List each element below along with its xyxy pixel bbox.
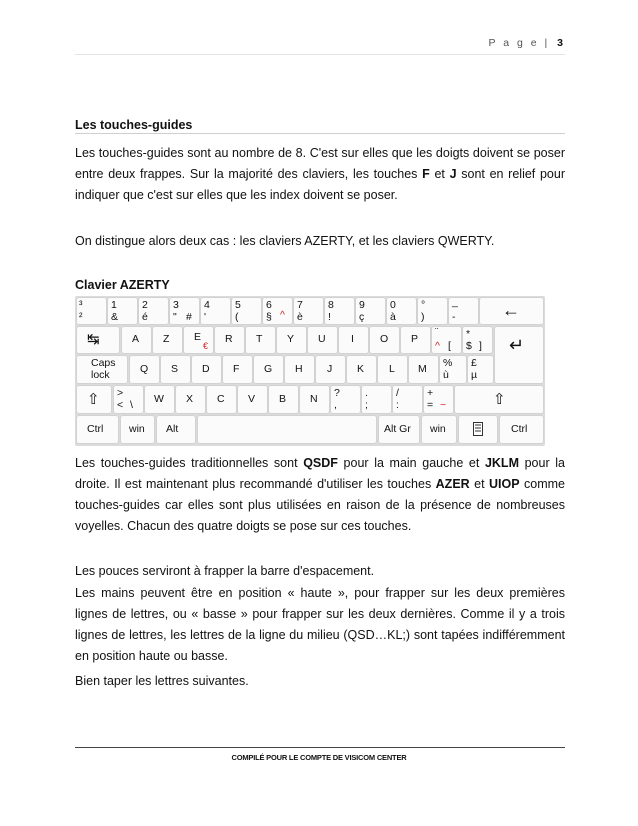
key-label: Alt bbox=[166, 423, 179, 435]
page-separator: | bbox=[544, 37, 550, 49]
left-ctrl-key bbox=[77, 416, 118, 443]
page-footer: COMPILÉ POUR LE COMPTE DE VISICOM CENTER bbox=[231, 753, 407, 762]
paragraph-3-text-5: comme touches-guides car elles sont plus utilisées en raison de la présence de nombreuses voyelles. Chacun des quatre doigts se pose sur ces touches. bbox=[75, 477, 566, 533]
key-label: 8 bbox=[328, 299, 334, 311]
key-d bbox=[192, 356, 221, 383]
key-label: . bbox=[365, 387, 368, 399]
caps-lock-label: Caps lock bbox=[91, 357, 116, 381]
paragraph-2: On distingue alors deux cas : les claviers AZERTY, et les claviers QWERTY. bbox=[75, 234, 495, 248]
tab-key bbox=[77, 327, 119, 353]
key-label: H bbox=[295, 363, 303, 375]
key-g bbox=[254, 356, 283, 383]
key-label: X bbox=[186, 393, 194, 405]
tab-icon: ↹ bbox=[87, 331, 100, 348]
key-u bbox=[308, 327, 337, 353]
key-y bbox=[277, 327, 306, 353]
key-label: D bbox=[202, 363, 210, 375]
paragraph-1-bold-j: J bbox=[449, 167, 457, 181]
left-win-key bbox=[121, 416, 154, 443]
key-label: U bbox=[318, 333, 326, 345]
paragraph-5: Les mains peuvent être en position « haute », pour frapper sur les deux premières lignes de lettres, ou « basse » pour frapper sur les deux dernières. Comme il y a trois lignes de lettres, les lettres de la ligne du milieu (QSD…KL;) sont tapées indifféremment en position haute ou basse. bbox=[75, 586, 565, 663]
paragraph-3-text-2: pour la main gauche et bbox=[337, 456, 485, 470]
key-label: Alt Gr bbox=[384, 423, 411, 435]
key-n bbox=[300, 386, 329, 413]
key-label: 6 bbox=[266, 299, 272, 311]
key-label: 0 bbox=[390, 299, 396, 311]
key-label: 7 bbox=[297, 299, 303, 311]
key-label: : bbox=[396, 399, 399, 411]
key-label: # bbox=[186, 311, 192, 323]
paragraph-3-bold-uiop: UIOP bbox=[489, 477, 520, 491]
key-label: ^ bbox=[280, 309, 285, 321]
footer-rule bbox=[75, 747, 565, 748]
key-label: win bbox=[430, 423, 446, 435]
key-label: ^ bbox=[435, 340, 440, 352]
key-label: § bbox=[266, 311, 272, 323]
key-label: 5 bbox=[235, 299, 241, 311]
key-equals bbox=[424, 386, 453, 413]
alt-gr-key bbox=[379, 416, 419, 443]
key-label: 2 bbox=[142, 299, 148, 311]
key-label: C bbox=[217, 393, 225, 405]
key-label: % bbox=[443, 357, 453, 369]
key-label: ) bbox=[421, 311, 425, 323]
key-label: µ bbox=[471, 369, 478, 381]
key-semicolon bbox=[362, 386, 391, 413]
key-1 bbox=[108, 298, 137, 324]
key-z bbox=[153, 327, 182, 353]
page-number: 3 bbox=[557, 37, 563, 49]
key-label: 1 bbox=[111, 299, 117, 311]
enter-icon: ↵ bbox=[509, 335, 525, 355]
header-rule bbox=[75, 54, 565, 55]
key-label: G bbox=[264, 363, 273, 375]
left-shift-key bbox=[77, 386, 111, 413]
key-label: < bbox=[117, 399, 124, 411]
key-9 bbox=[356, 298, 385, 324]
key-label: > bbox=[117, 387, 124, 399]
space-bar bbox=[198, 416, 376, 443]
key-label: Z bbox=[163, 333, 170, 345]
paragraph-3-bold-jklm: JKLM bbox=[484, 456, 519, 470]
key-label: ! bbox=[328, 311, 331, 323]
key-4 bbox=[201, 298, 230, 324]
enter-key bbox=[495, 327, 543, 383]
key-label: ² bbox=[79, 311, 83, 323]
page-word: P a g e bbox=[488, 37, 540, 49]
key-label: ' bbox=[204, 311, 207, 323]
key-label: * bbox=[466, 328, 471, 340]
key-o bbox=[370, 327, 399, 353]
page-header bbox=[488, 37, 563, 49]
key-label: _ bbox=[452, 296, 458, 308]
paragraph-1-bold-f: F bbox=[422, 167, 430, 181]
key-label: R bbox=[225, 333, 233, 345]
key-label: T bbox=[256, 333, 263, 345]
paragraph-1 bbox=[75, 143, 565, 206]
key-label: Y bbox=[287, 333, 295, 345]
key-e bbox=[184, 327, 213, 353]
key-q bbox=[130, 356, 159, 383]
key-pound bbox=[468, 356, 493, 383]
key-label: \ bbox=[130, 399, 133, 411]
key-label: Ctrl bbox=[87, 423, 104, 435]
key-label: J bbox=[327, 363, 333, 375]
key-label: 4 bbox=[204, 299, 210, 311]
key-label: E bbox=[194, 331, 202, 343]
key-label: A bbox=[132, 333, 140, 345]
key-m bbox=[409, 356, 438, 383]
key-label: win bbox=[129, 423, 145, 435]
key-degree bbox=[418, 298, 447, 324]
key-label: M bbox=[418, 363, 427, 375]
key-label: B bbox=[279, 393, 287, 405]
backspace-key bbox=[480, 298, 543, 324]
key-label: O bbox=[380, 333, 389, 345]
alt-key bbox=[157, 416, 195, 443]
paragraph-3-bold-azer: AZER bbox=[435, 477, 470, 491]
key-label: ( bbox=[235, 311, 239, 323]
key-label: ³ bbox=[79, 299, 83, 311]
key-label: é bbox=[142, 311, 148, 323]
paragraph-3 bbox=[75, 453, 565, 537]
key-r bbox=[215, 327, 244, 353]
key-comma bbox=[331, 386, 360, 413]
key-less-than bbox=[114, 386, 143, 413]
key-a bbox=[122, 327, 151, 353]
right-ctrl-key bbox=[500, 416, 543, 443]
key-5 bbox=[232, 298, 261, 324]
key-label: F bbox=[233, 363, 240, 375]
key-u-grave bbox=[440, 356, 466, 383]
key-p bbox=[401, 327, 430, 353]
paragraph-3-text-4: et bbox=[469, 477, 490, 491]
key-circumflex bbox=[432, 327, 461, 353]
key-f bbox=[223, 356, 252, 383]
key-superscript-2 bbox=[77, 298, 106, 324]
key-dollar bbox=[463, 327, 492, 353]
paragraph-1-text-2: et bbox=[429, 167, 450, 181]
key-label: & bbox=[111, 311, 119, 323]
key-label: - bbox=[452, 311, 456, 323]
key-label: S bbox=[171, 363, 179, 375]
key-b bbox=[269, 386, 298, 413]
key-label: Q bbox=[140, 363, 149, 375]
key-label: V bbox=[248, 393, 256, 405]
key-label: ù bbox=[443, 369, 449, 381]
paragraph-3-bold-qsdf: QSDF bbox=[303, 456, 338, 470]
key-label: ; bbox=[365, 399, 368, 411]
key-label: ? bbox=[334, 387, 340, 399]
key-x bbox=[176, 386, 205, 413]
section-title-rule bbox=[75, 133, 565, 134]
key-label: " bbox=[173, 311, 177, 323]
key-underscore bbox=[449, 298, 478, 324]
paragraph-4: Les pouces serviront à frapper la barre d'espacement. bbox=[75, 564, 375, 578]
key-j bbox=[316, 356, 345, 383]
key-label: è bbox=[297, 311, 303, 323]
key-label: ¨ bbox=[435, 326, 439, 338]
key-label: I bbox=[351, 333, 354, 345]
key-label: = bbox=[427, 399, 434, 411]
key-0 bbox=[387, 298, 416, 324]
key-label: Ctrl bbox=[511, 423, 528, 435]
key-w bbox=[145, 386, 174, 413]
key-h bbox=[285, 356, 314, 383]
menu-icon bbox=[473, 422, 483, 436]
key-l bbox=[378, 356, 407, 383]
key-v bbox=[238, 386, 267, 413]
paragraph-3-text-3: pour la droite. Il est maintenant plus recommandé d'utiliser les touches bbox=[75, 456, 565, 491]
key-label: ] bbox=[479, 340, 482, 352]
key-label: + bbox=[427, 387, 434, 399]
key-k bbox=[347, 356, 376, 383]
key-label: / bbox=[396, 387, 399, 399]
key-s bbox=[161, 356, 190, 383]
caps-lock-key bbox=[77, 356, 127, 383]
menu-key bbox=[459, 416, 497, 443]
paragraph-6: Bien taper les lettres suivantes. bbox=[75, 674, 249, 688]
section-title: Les touches-guides bbox=[75, 118, 193, 132]
shift-icon: ⇧ bbox=[493, 391, 506, 408]
paragraph-1-text: Les touches-guides sont au nombre de 8. C'est sur elles que les doigts doivent se poser entre deux frappes. Sur la majorité des claviers, les touches bbox=[75, 146, 565, 181]
right-win-key bbox=[422, 416, 456, 443]
keyboard-title: Clavier AZERTY bbox=[75, 278, 170, 292]
shift-icon: ⇧ bbox=[87, 391, 100, 408]
key-label: 9 bbox=[359, 299, 365, 311]
key-colon bbox=[393, 386, 422, 413]
key-label: £ bbox=[471, 357, 477, 369]
key-2 bbox=[139, 298, 168, 324]
key-label: $ bbox=[466, 340, 472, 352]
key-label: P bbox=[411, 333, 419, 345]
key-label: N bbox=[310, 393, 318, 405]
key-label: W bbox=[154, 393, 164, 405]
paragraph-1-text-3: sont en relief pour indiquer que c'est sur elles que les index doivent se poser. bbox=[75, 167, 565, 202]
azerty-keyboard-image bbox=[75, 296, 545, 446]
euro-label: € bbox=[203, 341, 209, 351]
key-label: , bbox=[334, 399, 337, 411]
key-label: K bbox=[357, 363, 365, 375]
paragraph-3-text: Les touches-guides traditionnelles sont bbox=[75, 456, 304, 470]
key-7 bbox=[294, 298, 323, 324]
key-label: [ bbox=[448, 340, 451, 352]
backspace-arrow-icon: ← bbox=[502, 300, 520, 320]
key-label: 3 bbox=[173, 299, 179, 311]
key-i bbox=[339, 327, 368, 353]
key-3 bbox=[170, 298, 199, 324]
key-label: L bbox=[389, 363, 395, 375]
key-6 bbox=[263, 298, 292, 324]
key-c bbox=[207, 386, 236, 413]
key-label: ° bbox=[421, 299, 426, 311]
right-shift-key bbox=[455, 386, 543, 413]
key-t bbox=[246, 327, 275, 353]
key-8 bbox=[325, 298, 354, 324]
key-label: ç bbox=[359, 311, 365, 323]
key-label: à bbox=[390, 311, 396, 323]
key-label: ~ bbox=[440, 399, 447, 411]
